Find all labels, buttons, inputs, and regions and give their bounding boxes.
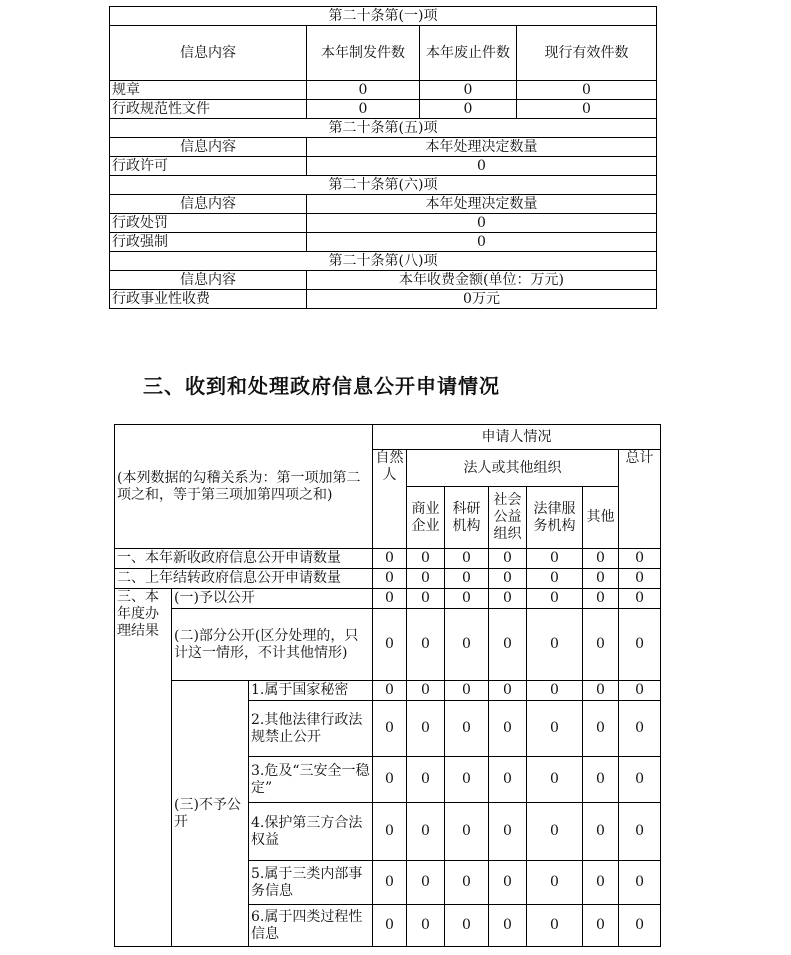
row-label: 行政许可 [110, 157, 307, 176]
header-total: 总计 [619, 450, 661, 549]
cell-value: 0 [407, 569, 445, 589]
cell-value: 0 [407, 701, 445, 757]
cell-value: 0 [583, 905, 619, 947]
cell-value: 0 [373, 861, 407, 905]
cell-value: 0 [489, 549, 527, 569]
cell-value: 0 [527, 803, 583, 861]
row-label: 行政规范性文件 [110, 100, 307, 119]
cell-value: 0 [307, 157, 657, 176]
table-row [110, 290, 657, 309]
cell-value: 0 [407, 681, 445, 701]
cell-value: 0 [445, 549, 489, 569]
cell-value: 0 [583, 681, 619, 701]
cell-value: 0 [583, 861, 619, 905]
header-valid: 现行有效件数 [517, 26, 657, 81]
table-row [110, 81, 657, 100]
cell-value: 0 [307, 214, 657, 233]
header-info: 信息内容 [110, 195, 307, 214]
row-label: (一)予以公开 [172, 589, 373, 609]
header-research: 科研机构 [445, 487, 489, 549]
header-info: 信息内容 [110, 138, 307, 157]
cell-value: 0 [489, 609, 527, 681]
cell-value: 0 [407, 803, 445, 861]
cell-value: 0 [445, 803, 489, 861]
cell-value: 0 [583, 701, 619, 757]
note-cell: (本列数据的勾稽关系为：第一项加第二项之和，等于第三项加第四项之和) [115, 425, 373, 549]
header-info: 信息内容 [110, 271, 307, 290]
row-label: 行政事业性收费 [110, 290, 307, 309]
header-fee: 本年收费金额(单位：万元) [307, 271, 657, 290]
row-label: 规章 [110, 81, 307, 100]
cell-value: 0 [527, 861, 583, 905]
cell-value: 0 [583, 803, 619, 861]
cell-value: 0 [489, 861, 527, 905]
cell-value: 0 [373, 757, 407, 803]
cell-value: 0 [619, 803, 661, 861]
row-label: 一、本年新收政府信息公开申请数量 [115, 549, 373, 569]
table-row [115, 609, 661, 681]
table-row [110, 233, 657, 252]
disclosure-table-article20 [109, 6, 657, 309]
cell-value: 0 [307, 100, 420, 119]
cell-value: 0万元 [307, 290, 657, 309]
cell-value: 0 [517, 81, 657, 100]
row-label: (二)部分公开(区分处理的，只计这一情形，不计其他情形) [172, 609, 373, 681]
cell-value: 0 [445, 681, 489, 701]
cell-value: 0 [619, 701, 661, 757]
cell-value: 0 [489, 757, 527, 803]
sub-label: 1.属于国家秘密 [249, 681, 373, 701]
header-social: 社会公益组织 [489, 487, 527, 549]
cell-value: 0 [489, 905, 527, 947]
header-decisions: 本年处理决定数量 [307, 138, 657, 157]
row-label: (三)不予公开 [172, 681, 249, 947]
cell-value: 0 [445, 757, 489, 803]
cell-value: 0 [619, 861, 661, 905]
cell-value: 0 [373, 609, 407, 681]
cell-value: 0 [407, 905, 445, 947]
cell-value: 0 [583, 569, 619, 589]
section-title: 第二十条第(五)项 [110, 119, 657, 138]
cell-value: 0 [527, 905, 583, 947]
cell-value: 0 [373, 905, 407, 947]
table-row [110, 100, 657, 119]
section-title: 第二十条第(六)项 [110, 176, 657, 195]
cell-value: 0 [373, 589, 407, 609]
row-label: 二、上年结转政府信息公开申请数量 [115, 569, 373, 589]
sub-label: 4.保护第三方合法权益 [249, 803, 373, 861]
cell-value: 0 [373, 569, 407, 589]
sub-label: 5.属于三类内部事务信息 [249, 861, 373, 905]
cell-value: 0 [619, 549, 661, 569]
cell-value: 0 [420, 81, 517, 100]
sub-label: 2.其他法律行政法规禁止公开 [249, 701, 373, 757]
cell-value: 0 [527, 549, 583, 569]
sub-label: 3.危及“三安全一稳定” [249, 757, 373, 803]
cell-value: 0 [527, 569, 583, 589]
cell-value: 0 [407, 609, 445, 681]
cell-value: 0 [445, 861, 489, 905]
header-other: 其他 [583, 487, 619, 549]
cell-value: 0 [373, 681, 407, 701]
header-commercial: 商业企业 [407, 487, 445, 549]
cell-value: 0 [307, 233, 657, 252]
applications-table [114, 424, 661, 947]
cell-value: 0 [619, 589, 661, 609]
cell-value: 0 [619, 569, 661, 589]
cell-value: 0 [527, 589, 583, 609]
sub-label: 6.属于四类过程性信息 [249, 905, 373, 947]
cell-value: 0 [583, 609, 619, 681]
cell-value: 0 [407, 589, 445, 609]
cell-value: 0 [373, 701, 407, 757]
cell-value: 0 [489, 569, 527, 589]
cell-value: 0 [489, 803, 527, 861]
cell-value: 0 [619, 681, 661, 701]
cell-value: 0 [373, 549, 407, 569]
table-row [110, 157, 657, 176]
header-info: 信息内容 [110, 26, 307, 81]
cell-value: 0 [307, 81, 420, 100]
cell-value: 0 [420, 100, 517, 119]
row-label-results: 三、本年度办理结果 [115, 589, 172, 947]
cell-value: 0 [619, 905, 661, 947]
cell-value: 0 [407, 757, 445, 803]
section-title: 第二十条第(八)项 [110, 252, 657, 271]
cell-value: 0 [583, 549, 619, 569]
section-title: 第二十条第(一)项 [110, 7, 657, 26]
header-law: 法律服务机构 [527, 487, 583, 549]
table-row [110, 214, 657, 233]
cell-value: 0 [527, 701, 583, 757]
cell-value: 0 [619, 757, 661, 803]
cell-value: 0 [445, 701, 489, 757]
header-applicant: 申请人情况 [373, 425, 661, 450]
cell-value: 0 [445, 569, 489, 589]
header-issued: 本年制发件数 [307, 26, 420, 81]
section-heading: 三、收到和处理政府信息公开申请情况 [143, 374, 500, 398]
header-abolished: 本年废止件数 [420, 26, 517, 81]
cell-value: 0 [445, 905, 489, 947]
cell-value: 0 [619, 609, 661, 681]
cell-value: 0 [527, 757, 583, 803]
table-row [115, 549, 661, 569]
cell-value: 0 [407, 861, 445, 905]
row-label: 行政处罚 [110, 214, 307, 233]
cell-value: 0 [583, 589, 619, 609]
cell-value: 0 [489, 681, 527, 701]
cell-value: 0 [489, 589, 527, 609]
cell-value: 0 [373, 803, 407, 861]
cell-value: 0 [445, 589, 489, 609]
cell-value: 0 [407, 549, 445, 569]
cell-value: 0 [517, 100, 657, 119]
row-label: 行政强制 [110, 233, 307, 252]
table-row [115, 681, 661, 701]
header-decisions: 本年处理决定数量 [307, 195, 657, 214]
cell-value: 0 [527, 609, 583, 681]
header-legal-entity: 法人或其他组织 [407, 450, 619, 487]
cell-value: 0 [489, 701, 527, 757]
cell-value: 0 [527, 681, 583, 701]
table-row [115, 589, 661, 609]
cell-value: 0 [445, 609, 489, 681]
table-row [115, 569, 661, 589]
cell-value: 0 [583, 757, 619, 803]
header-natural-person: 自然人 [373, 450, 407, 549]
